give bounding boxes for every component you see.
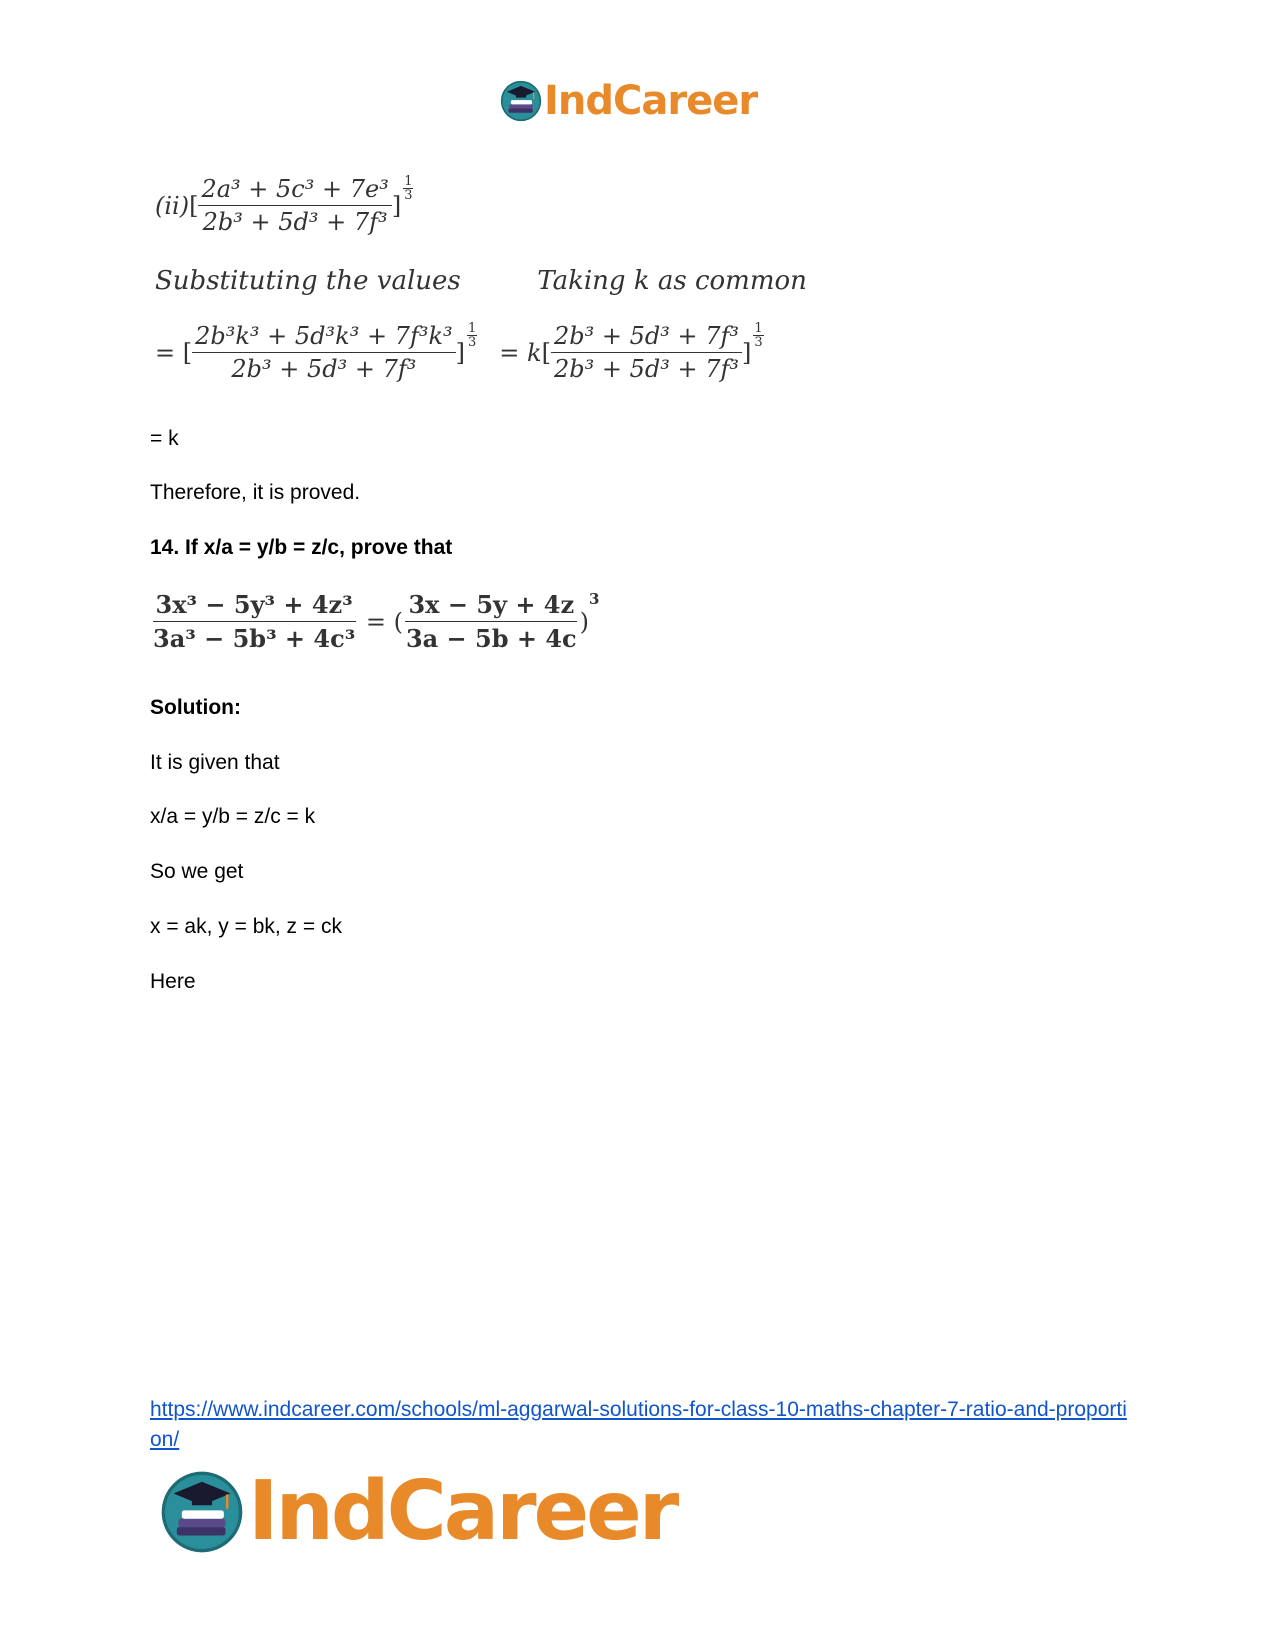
values-text: x = ak, y = bk, z = ck	[150, 915, 342, 938]
graduation-cap-books-icon	[500, 80, 542, 122]
so-we-get-text: So we get	[150, 860, 244, 883]
header-logo	[500, 80, 757, 122]
solution-heading: Solution:	[150, 696, 241, 719]
brand-name: IndCareer	[248, 1464, 677, 1559]
math-substitution: = [ $\frac{\text{2b³k³ + 5d³k³ + 7f³k³}}{\text{2b³ + 5d³ + 7f³}}$ ] $\frac{1}{3}$ = k[ $\frac{\text{2b³ + 5d³ + 7f³}}{\text{2b³ + 5d³ + 7f³}}$ ] $\frac{1}{3}$	[155, 321, 763, 383]
fraction: $\frac{\text{2a³ + 5c³ + 7e³}}{\text{2b³ + 5d³ + 7f³}}$	[198, 175, 391, 236]
exponent-one-third: $\frac{1}{3}$	[404, 174, 413, 203]
exponent-one-third: $\frac{1}{3}$	[468, 321, 477, 350]
source-link[interactable]: https://www.indcareer.com/schools/ml-aggarwal-solutions-for-class-10-maths-chapter-7-ratio-and-proportion/	[150, 1398, 1127, 1452]
ratio-text: x/a = y/b = z/c = k	[150, 805, 316, 828]
result-equals-k: = k	[150, 427, 179, 450]
given-text: It is given that	[150, 751, 280, 774]
proved-text: Therefore, it is proved.	[150, 481, 361, 504]
power-exponent: 3	[589, 590, 600, 608]
math-labels	[155, 266, 807, 296]
footer-logo	[160, 1464, 677, 1559]
graduation-cap-books-icon	[160, 1470, 244, 1554]
label-substituting: Substituting the values	[155, 266, 461, 296]
math-question-14: $\frac{\text{3x³ − 5y³ + 4z³}}{\text{3a³ − 5b³ + 4c³}}$ = ( $\frac{3x - 5y + 4z}{3a - 5b + 4c}$ ) 3	[150, 590, 599, 653]
brand-name: IndCareer	[544, 78, 758, 124]
fraction: $\frac{\text{2b³ + 5d³ + 7f³}}{\text{2b³ + 5d³ + 7f³}}$	[551, 322, 742, 383]
here-text: Here	[150, 970, 196, 993]
label-taking-common: Taking k as common	[537, 266, 807, 296]
fraction: $\frac{3x - 5y + 4z}{3a - 5b + 4c}$	[405, 590, 577, 653]
part-label: (ii)	[155, 191, 190, 220]
fraction: $\frac{\text{2b³k³ + 5d³k³ + 7f³k³}}{\text{2b³ + 5d³ + 7f³}}$	[192, 322, 456, 383]
math-expression-ii: (ii) [ $\frac{\text{2a³ + 5c³ + 7e³}}{\text{2b³ + 5d³ + 7f³}}$ ] $\frac{1}{3}$	[155, 174, 413, 236]
question-14: 14. If x/a = y/b = z/c, prove that	[150, 536, 453, 559]
exponent-one-third: $\frac{1}{3}$	[754, 321, 763, 350]
fraction: $\frac{\text{3x³ − 5y³ + 4z³}}{\text{3a³ − 5b³ + 4c³}}$	[153, 590, 356, 653]
